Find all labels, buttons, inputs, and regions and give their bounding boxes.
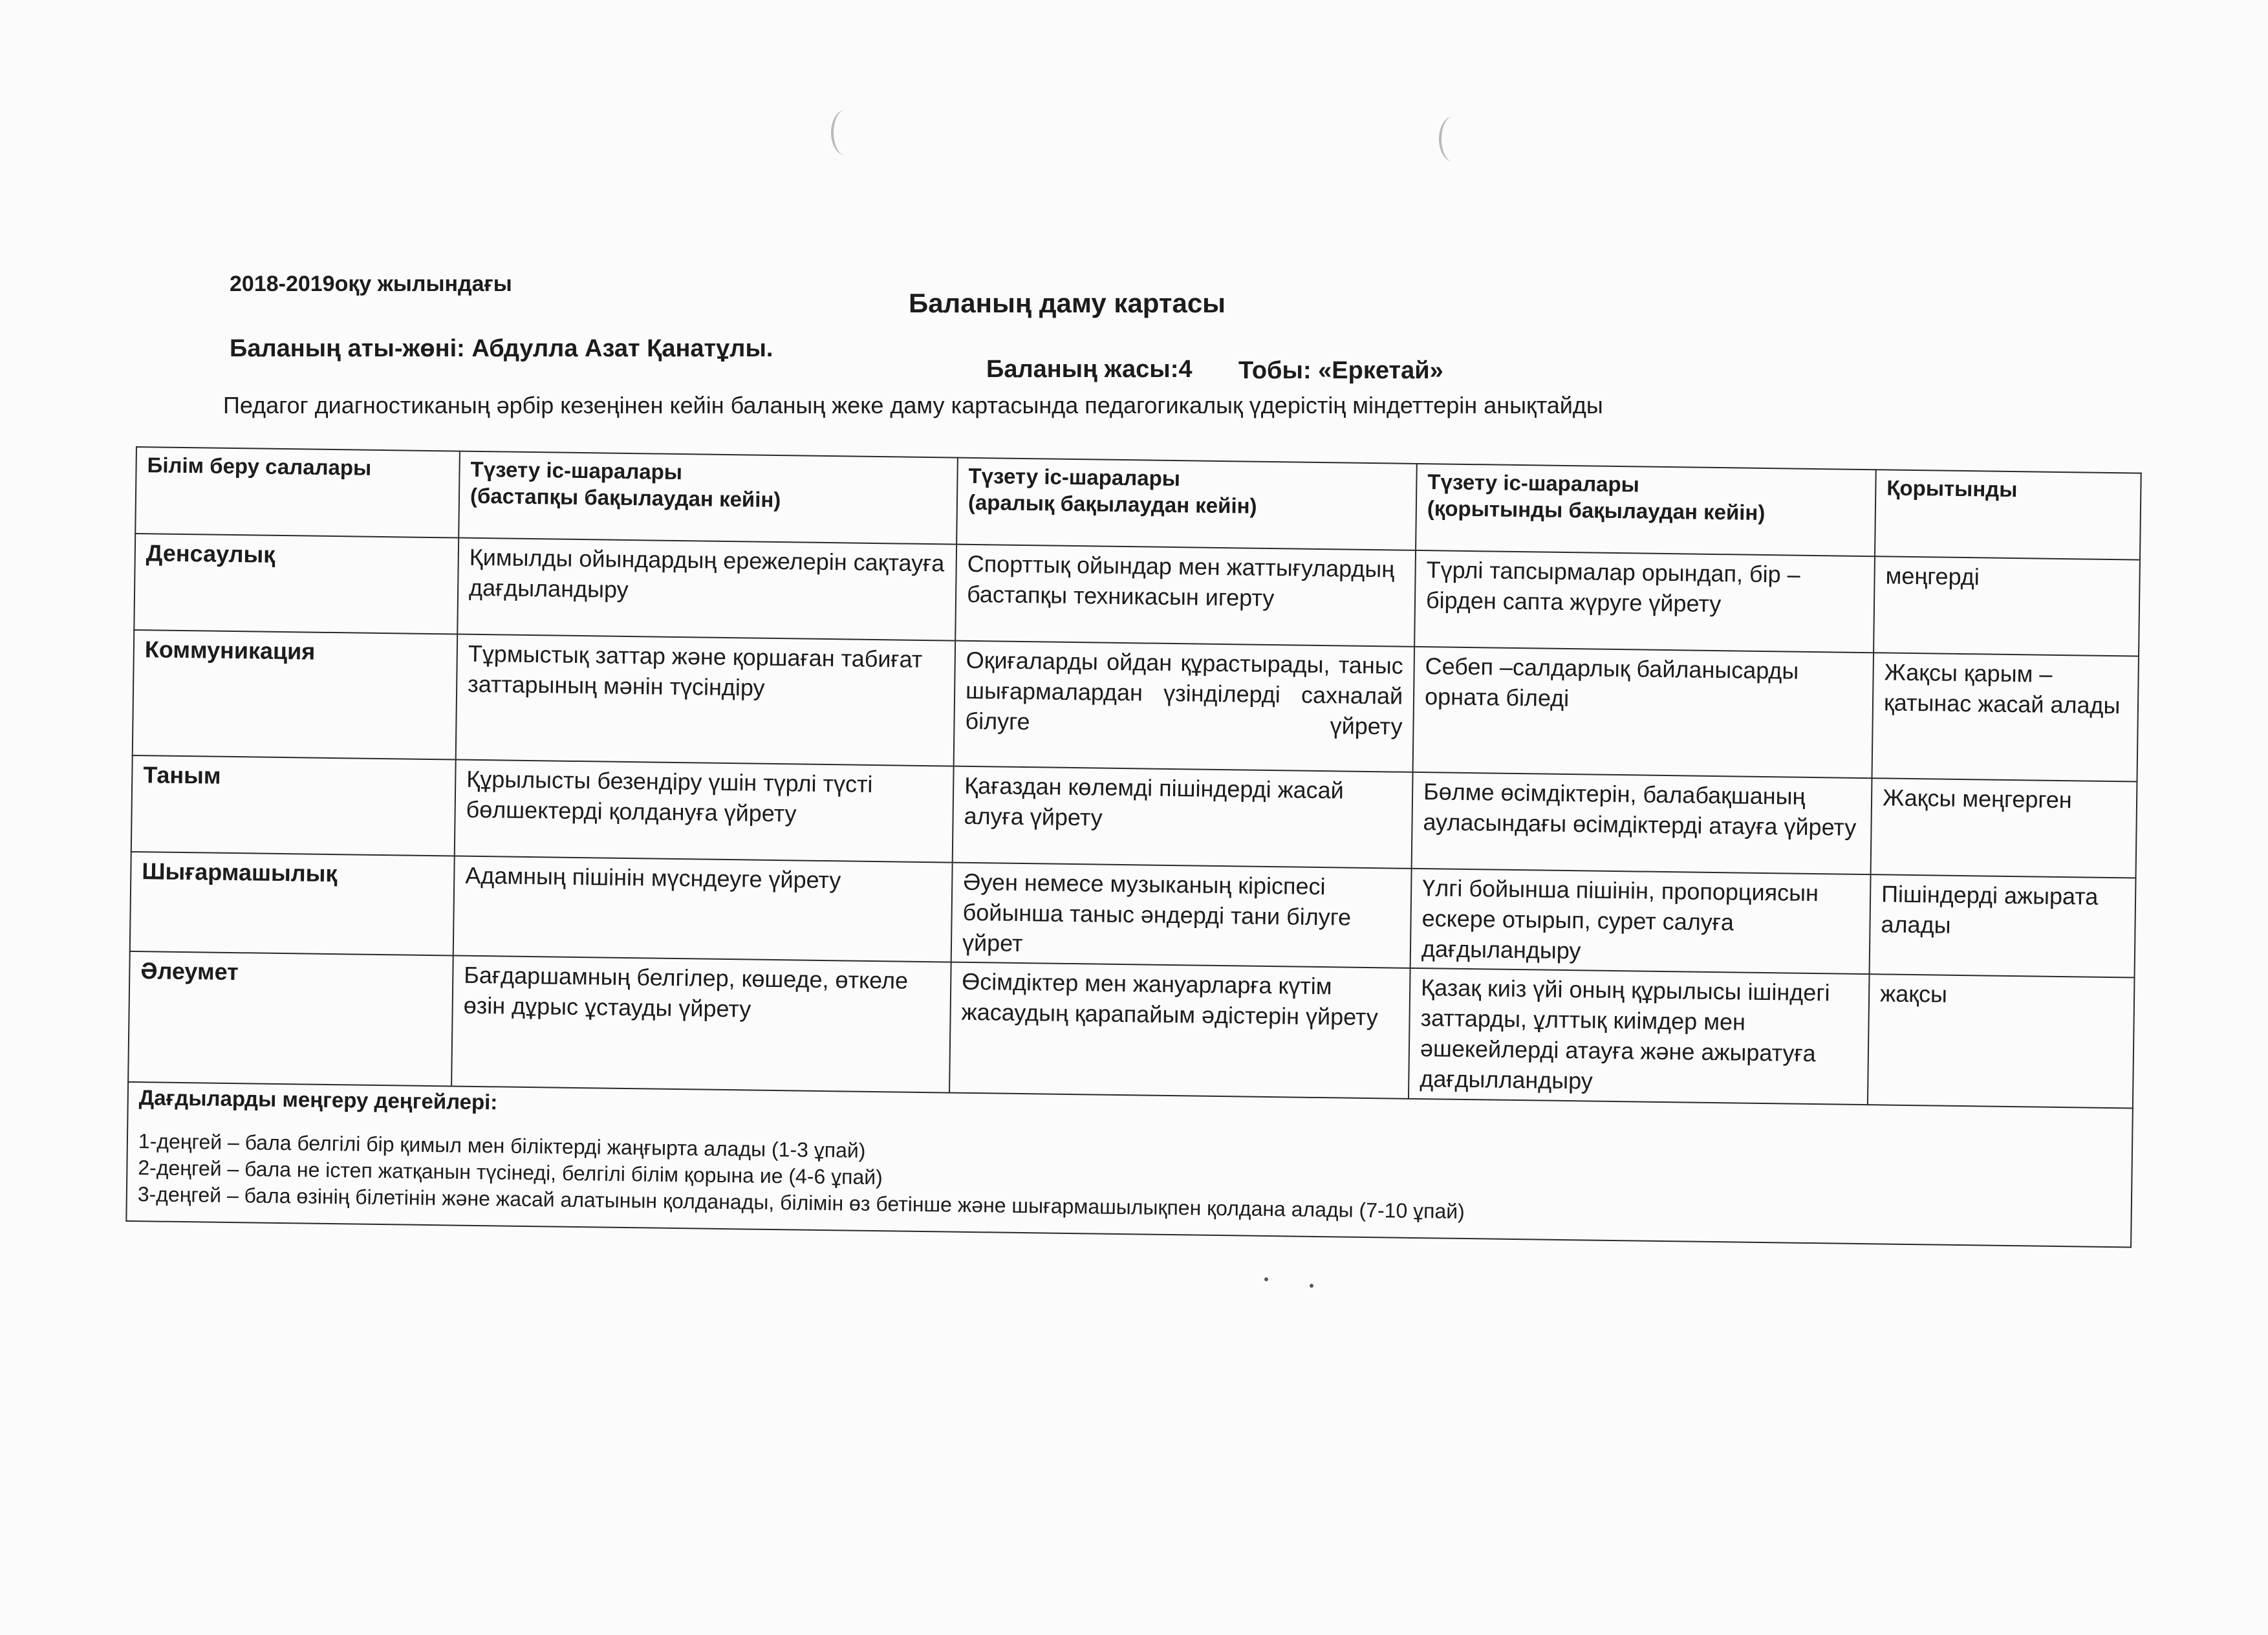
scan-speck — [1310, 1284, 1313, 1288]
child-name: Баланың аты-жөні: Абдулла Азат Қанатұлы. — [230, 335, 773, 362]
interim-cell: Өсімдіктер мен жануарларға күтім жасаудың қарапайым әдістерін үйрету — [949, 962, 1410, 1098]
header-areas: Білім беру салалары — [135, 447, 460, 538]
area-cell: Әлеумет — [128, 951, 453, 1086]
initial-cell: Бағдаршамның белгілер, көшеде, өткеле өзін дұрыс ұстауды үйрету — [451, 956, 951, 1092]
table-row — [128, 951, 2134, 1108]
document-title: Баланың даму картасы — [909, 288, 1226, 318]
area-cell: Таным — [131, 755, 456, 856]
levels-title: Дағдыларды меңгеру деңгейлері: — [138, 1085, 498, 1114]
punch-hole-mark — [831, 110, 859, 155]
scan-speck — [1264, 1277, 1268, 1281]
intro-text: Педагог диагностиканың әрбір кезеңінен кейін баланың жеке даму картасында педагогикалық үдерістің міндеттерін анықтайды — [223, 392, 1603, 418]
interim-cell: Қағаздан көлемді пішіндерді жасай алуға үйрету — [953, 766, 1413, 869]
interim-cell: Спорттық ойындар мен жаттығулардың бастапқы техникасын игерту — [955, 545, 1416, 647]
final-cell: Себеп –салдарлық байланысарды орната біледі — [1413, 647, 1874, 778]
levels-row — [126, 1082, 2133, 1248]
result-cell: меңгерді — [1874, 556, 2140, 656]
final-cell: Бөлме өсімдіктерін, балабақшаның ауласындағы өсімдіктерді атауға үйрету — [1412, 772, 1872, 874]
header-final — [1416, 464, 1876, 556]
initial-cell: Тұрмыстық заттар және қоршаған табиғат заттарының мәнін түсіндіру — [456, 634, 955, 766]
final-cell: Үлгі бойынша пішінін, пропорциясын ескере отырып, сурет салуға дағдыландыру — [1410, 869, 1871, 975]
header-final-line1: Түзету іс-шаралары — [1427, 470, 1640, 497]
final-cell: Түрлі тапсырмалар орындап, бір – бірден сапта жүруге үйрету — [1414, 550, 1875, 653]
result-cell: Жақсы қарым – қатынас жасай алады — [1872, 653, 2139, 781]
initial-cell: Құрылысты безендіру үшін түрлі түсті бөлшектерді қолдануға үйрету — [455, 760, 954, 863]
header-initial-line2: (бастапқы бақылаудан кейін) — [470, 484, 781, 512]
result-cell: жақсы — [1868, 975, 2135, 1109]
area-cell: Коммуникация — [133, 630, 457, 760]
area-cell: Денсаулық — [134, 534, 459, 634]
header-initial-line1: Түзету іс-шаралары — [470, 457, 683, 484]
child-group: Тобы: «Еркетай» — [1238, 357, 1443, 384]
school-year: 2018-2019оқу жылындағы — [230, 272, 512, 296]
header-interim — [956, 458, 1417, 550]
header-interim-line1: Түзету іс-шаралары — [968, 463, 1181, 491]
level-item: 1-деңгей – бала белгілі бір қимыл мен біліктерді жаңғырта алады (1-3 ұпай) — [138, 1129, 866, 1163]
result-cell: Пішіндерді ажырата алады — [1870, 874, 2136, 978]
initial-cell: Қимылды ойындардың ережелерін сақтауға дағдыландыру — [457, 538, 956, 641]
header-result: Қорытынды — [1875, 470, 2141, 559]
header-initial — [459, 451, 958, 545]
development-table — [125, 446, 2140, 1248]
result-cell: Жақсы меңгерген — [1871, 778, 2137, 878]
level-item: 3-деңгей – бала өзінің білетінін және жасай алатынын қолданады, білімін өз бетінше және шығармашылықпен қолдана алады (7-10 ұпай) — [137, 1182, 1465, 1224]
initial-cell: Адамның пішінін мүсндеуге үйрету — [453, 856, 953, 962]
levels-cell — [126, 1082, 2133, 1248]
header-interim-line2: (аралық бақылаудан кейін) — [967, 490, 1257, 518]
area-cell: Шығармашылық — [130, 852, 455, 956]
final-cell: Қазақ киіз үйі оның құрылысы ішіндегі заттарды, ұлттық киімдер мен әшекейлерді атауға және ажыратуға дағдылландыру — [1409, 968, 1870, 1104]
interim-cell: Оқиғаларды ойдан құрастырады, таныс шығармалардан үзінділерді сахналай білуге үйрету — [954, 641, 1414, 772]
child-age: Баланың жасы:4 — [986, 356, 1193, 383]
level-item: 2-деңгей – бала не істеп жатқанын түсінеді, белгілі білім қорына ие (4-6 ұпай) — [138, 1156, 883, 1189]
punch-hole-mark — [1439, 116, 1467, 162]
interim-cell: Әуен немесе музыканың кіріспесі бойынша таныс әндерді тани білуге үйрет — [951, 863, 1412, 969]
header-final-line2: (қорытынды бақылаудан кейін) — [1427, 496, 1766, 525]
